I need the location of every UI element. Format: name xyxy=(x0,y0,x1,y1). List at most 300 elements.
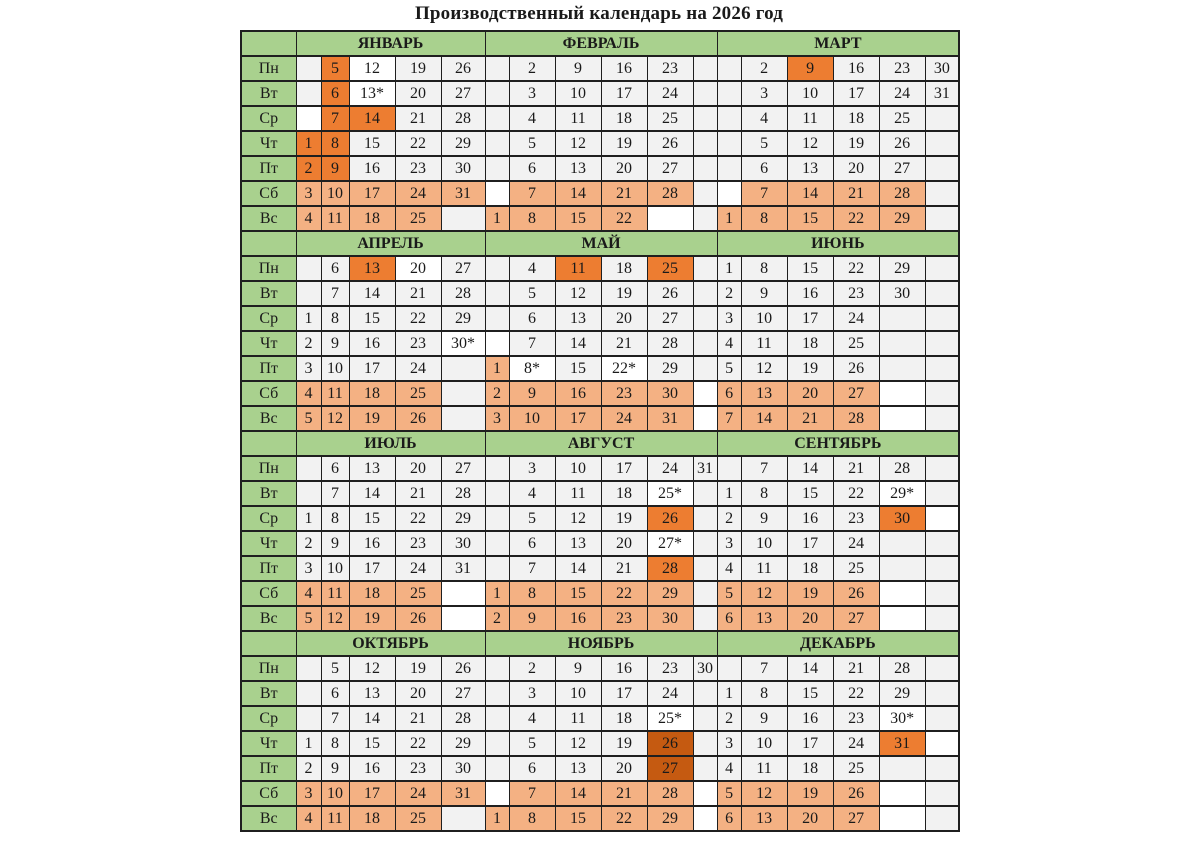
day-cell: 28 xyxy=(879,456,925,481)
day-cell: 25 xyxy=(833,556,879,581)
empty-cell xyxy=(693,381,717,406)
empty-cell xyxy=(879,331,925,356)
day-cell: 24 xyxy=(395,781,441,806)
weekday-label: Чт xyxy=(241,531,296,556)
day-cell: 17 xyxy=(601,681,647,706)
day-cell: 23 xyxy=(833,281,879,306)
empty-cell xyxy=(925,131,959,156)
day-cell: 2 xyxy=(485,606,509,631)
empty-cell xyxy=(925,731,959,756)
weekday-label: Ср xyxy=(241,306,296,331)
day-cell: 13 xyxy=(555,306,601,331)
empty-cell xyxy=(693,181,717,206)
day-cell: 9 xyxy=(321,531,349,556)
week-row xyxy=(241,331,959,356)
day-cell: 22 xyxy=(601,206,647,231)
day-cell: 24 xyxy=(395,356,441,381)
day-cell: 5 xyxy=(321,56,349,81)
day-cell: 25 xyxy=(647,256,693,281)
empty-cell xyxy=(693,206,717,231)
day-cell: 8 xyxy=(741,481,787,506)
weekday-label: Вт xyxy=(241,81,296,106)
day-cell: 5 xyxy=(321,656,349,681)
day-cell: 29 xyxy=(441,306,485,331)
month-header: МАЙ xyxy=(485,231,717,256)
day-cell: 25 xyxy=(395,381,441,406)
day-cell: 1 xyxy=(717,256,741,281)
empty-cell xyxy=(441,606,485,631)
day-cell: 4 xyxy=(509,481,555,506)
empty-cell xyxy=(485,556,509,581)
day-cell: 5 xyxy=(509,131,555,156)
empty-cell xyxy=(925,581,959,606)
day-cell: 4 xyxy=(296,806,321,831)
day-cell: 25 xyxy=(395,806,441,831)
day-cell: 13* xyxy=(349,81,395,106)
day-cell: 4 xyxy=(509,256,555,281)
day-cell: 6 xyxy=(509,156,555,181)
day-cell: 5 xyxy=(717,781,741,806)
weekday-label: Сб xyxy=(241,781,296,806)
week-row xyxy=(241,281,959,306)
day-cell: 26 xyxy=(647,731,693,756)
day-cell: 20 xyxy=(601,306,647,331)
day-cell: 17 xyxy=(833,81,879,106)
day-cell: 6 xyxy=(509,531,555,556)
day-cell: 6 xyxy=(321,456,349,481)
day-cell: 15 xyxy=(555,581,601,606)
empty-cell xyxy=(693,806,717,831)
empty-cell xyxy=(717,656,741,681)
day-cell: 22 xyxy=(395,506,441,531)
empty-cell xyxy=(693,356,717,381)
day-cell: 19 xyxy=(395,56,441,81)
day-cell: 21 xyxy=(395,481,441,506)
day-cell: 11 xyxy=(321,206,349,231)
day-cell: 11 xyxy=(321,806,349,831)
day-cell: 27 xyxy=(441,256,485,281)
day-cell: 6 xyxy=(321,81,349,106)
week-row xyxy=(241,56,959,81)
empty-cell xyxy=(485,731,509,756)
empty-cell xyxy=(693,56,717,81)
weekday-label: Вс xyxy=(241,406,296,431)
week-row xyxy=(241,181,959,206)
empty-cell xyxy=(485,106,509,131)
day-cell: 29 xyxy=(647,806,693,831)
week-row xyxy=(241,256,959,281)
day-cell: 30 xyxy=(879,506,925,531)
day-cell: 4 xyxy=(717,331,741,356)
day-cell: 19 xyxy=(349,606,395,631)
day-cell: 26 xyxy=(833,581,879,606)
day-cell: 1 xyxy=(717,681,741,706)
empty-cell xyxy=(485,256,509,281)
day-cell: 15 xyxy=(555,356,601,381)
empty-cell xyxy=(485,531,509,556)
weekday-label: Пн xyxy=(241,56,296,81)
empty-cell xyxy=(485,56,509,81)
day-cell: 15 xyxy=(349,131,395,156)
day-cell: 24 xyxy=(647,681,693,706)
month-header: ОКТЯБРЬ xyxy=(296,631,485,656)
day-cell: 9 xyxy=(321,756,349,781)
day-cell: 17 xyxy=(349,181,395,206)
empty-cell xyxy=(925,756,959,781)
day-cell: 7 xyxy=(321,281,349,306)
day-cell: 6 xyxy=(717,806,741,831)
day-cell: 10 xyxy=(741,531,787,556)
day-cell: 23 xyxy=(879,56,925,81)
day-cell: 2 xyxy=(717,706,741,731)
quarter-header-row xyxy=(241,31,959,56)
empty-cell xyxy=(485,681,509,706)
day-cell: 28 xyxy=(441,706,485,731)
day-cell: 19 xyxy=(395,656,441,681)
day-cell: 17 xyxy=(349,556,395,581)
day-cell: 24 xyxy=(833,531,879,556)
day-cell: 16 xyxy=(349,331,395,356)
empty-cell xyxy=(441,356,485,381)
day-cell: 10 xyxy=(787,81,833,106)
day-cell: 13 xyxy=(349,256,395,281)
empty-cell xyxy=(925,406,959,431)
day-cell: 2 xyxy=(717,506,741,531)
day-cell: 20 xyxy=(787,381,833,406)
day-cell: 14 xyxy=(349,281,395,306)
empty-cell xyxy=(693,106,717,131)
day-cell: 31 xyxy=(441,556,485,581)
day-cell: 7 xyxy=(321,481,349,506)
day-cell: 13 xyxy=(555,756,601,781)
day-cell: 27 xyxy=(441,81,485,106)
month-header: АПРЕЛЬ xyxy=(296,231,485,256)
day-cell: 30 xyxy=(925,56,959,81)
day-cell: 7 xyxy=(321,706,349,731)
day-cell: 6 xyxy=(509,306,555,331)
day-cell: 10 xyxy=(321,556,349,581)
empty-cell xyxy=(879,606,925,631)
day-cell: 12 xyxy=(741,356,787,381)
empty-cell xyxy=(485,281,509,306)
day-cell: 25* xyxy=(647,481,693,506)
day-cell: 31 xyxy=(925,81,959,106)
corner-cell xyxy=(241,31,296,56)
weekday-label: Чт xyxy=(241,131,296,156)
weekday-label: Пн xyxy=(241,456,296,481)
weekday-label: Сб xyxy=(241,381,296,406)
day-cell: 26 xyxy=(647,506,693,531)
day-cell: 29 xyxy=(879,206,925,231)
empty-cell xyxy=(879,531,925,556)
day-cell: 13 xyxy=(349,681,395,706)
day-cell: 16 xyxy=(787,506,833,531)
day-cell: 25 xyxy=(833,331,879,356)
day-cell: 14 xyxy=(555,781,601,806)
day-cell: 1 xyxy=(485,581,509,606)
day-cell: 22* xyxy=(601,356,647,381)
day-cell: 11 xyxy=(321,581,349,606)
empty-cell xyxy=(925,156,959,181)
day-cell: 3 xyxy=(296,781,321,806)
week-row xyxy=(241,481,959,506)
empty-cell xyxy=(441,581,485,606)
empty-cell xyxy=(296,281,321,306)
week-row xyxy=(241,531,959,556)
day-cell: 4 xyxy=(717,556,741,581)
day-cell: 18 xyxy=(787,756,833,781)
day-cell: 13 xyxy=(741,806,787,831)
day-cell: 10 xyxy=(321,181,349,206)
day-cell: 3 xyxy=(717,531,741,556)
empty-cell xyxy=(717,181,741,206)
day-cell: 30 xyxy=(441,756,485,781)
month-header: МАРТ xyxy=(717,31,959,56)
empty-cell xyxy=(441,806,485,831)
empty-cell xyxy=(879,381,925,406)
day-cell: 26 xyxy=(395,406,441,431)
empty-cell xyxy=(296,256,321,281)
calendar-table xyxy=(240,30,960,832)
day-cell: 14 xyxy=(349,481,395,506)
empty-cell xyxy=(485,481,509,506)
day-cell: 27 xyxy=(879,156,925,181)
weekday-label: Пт xyxy=(241,156,296,181)
week-row xyxy=(241,556,959,581)
day-cell: 31 xyxy=(441,181,485,206)
day-cell: 23 xyxy=(647,56,693,81)
day-cell: 20 xyxy=(601,156,647,181)
day-cell: 26 xyxy=(879,131,925,156)
day-cell: 1 xyxy=(296,506,321,531)
day-cell: 18 xyxy=(349,581,395,606)
day-cell: 8 xyxy=(321,506,349,531)
day-cell: 19 xyxy=(601,281,647,306)
empty-cell xyxy=(879,781,925,806)
day-cell: 20 xyxy=(601,756,647,781)
day-cell: 14 xyxy=(787,656,833,681)
empty-cell xyxy=(485,781,509,806)
day-cell: 22 xyxy=(601,806,647,831)
day-cell: 3 xyxy=(296,556,321,581)
weekday-label: Вт xyxy=(241,481,296,506)
day-cell: 21 xyxy=(601,181,647,206)
day-cell: 24 xyxy=(601,406,647,431)
day-cell: 9 xyxy=(741,706,787,731)
day-cell: 30 xyxy=(441,156,485,181)
day-cell: 11 xyxy=(321,381,349,406)
empty-cell xyxy=(485,156,509,181)
day-cell: 18 xyxy=(833,106,879,131)
empty-cell xyxy=(925,331,959,356)
empty-cell xyxy=(296,456,321,481)
empty-cell xyxy=(879,581,925,606)
day-cell: 15 xyxy=(555,206,601,231)
day-cell: 21 xyxy=(601,331,647,356)
day-cell: 3 xyxy=(741,81,787,106)
day-cell: 30 xyxy=(693,656,717,681)
day-cell: 20 xyxy=(395,81,441,106)
empty-cell xyxy=(879,556,925,581)
empty-cell xyxy=(485,331,509,356)
day-cell: 21 xyxy=(787,406,833,431)
weekday-label: Пн xyxy=(241,256,296,281)
empty-cell xyxy=(693,331,717,356)
empty-cell xyxy=(296,81,321,106)
day-cell: 2 xyxy=(296,756,321,781)
day-cell: 27 xyxy=(647,756,693,781)
empty-cell xyxy=(879,306,925,331)
day-cell: 27 xyxy=(833,606,879,631)
day-cell: 8* xyxy=(509,356,555,381)
empty-cell xyxy=(693,556,717,581)
empty-cell xyxy=(693,306,717,331)
day-cell: 12 xyxy=(741,781,787,806)
day-cell: 27 xyxy=(441,456,485,481)
week-row xyxy=(241,581,959,606)
empty-cell xyxy=(925,456,959,481)
empty-cell xyxy=(925,656,959,681)
day-cell: 11 xyxy=(741,556,787,581)
day-cell: 21 xyxy=(601,781,647,806)
day-cell: 19 xyxy=(601,731,647,756)
corner-cell xyxy=(241,431,296,456)
week-row xyxy=(241,356,959,381)
empty-cell xyxy=(925,481,959,506)
day-cell: 9 xyxy=(509,606,555,631)
day-cell: 29 xyxy=(879,681,925,706)
day-cell: 21 xyxy=(833,656,879,681)
day-cell: 17 xyxy=(349,781,395,806)
empty-cell xyxy=(693,706,717,731)
weekday-label: Пт xyxy=(241,356,296,381)
day-cell: 16 xyxy=(833,56,879,81)
day-cell: 10 xyxy=(741,731,787,756)
day-cell: 25 xyxy=(647,106,693,131)
day-cell: 12 xyxy=(555,731,601,756)
day-cell: 28 xyxy=(879,656,925,681)
day-cell: 14 xyxy=(741,406,787,431)
day-cell: 20 xyxy=(601,531,647,556)
day-cell: 8 xyxy=(741,256,787,281)
empty-cell xyxy=(925,181,959,206)
week-row xyxy=(241,306,959,331)
day-cell: 13 xyxy=(741,381,787,406)
day-cell: 4 xyxy=(509,706,555,731)
day-cell: 24 xyxy=(395,556,441,581)
empty-cell xyxy=(717,81,741,106)
week-row xyxy=(241,656,959,681)
weekday-label: Пн xyxy=(241,656,296,681)
day-cell: 12 xyxy=(555,506,601,531)
day-cell: 7 xyxy=(509,556,555,581)
day-cell: 13 xyxy=(741,606,787,631)
day-cell: 21 xyxy=(833,181,879,206)
day-cell: 3 xyxy=(509,456,555,481)
day-cell: 19 xyxy=(787,581,833,606)
day-cell: 31 xyxy=(879,731,925,756)
weekday-label: Вт xyxy=(241,281,296,306)
day-cell: 18 xyxy=(601,481,647,506)
week-row xyxy=(241,106,959,131)
day-cell: 7 xyxy=(741,656,787,681)
week-row xyxy=(241,806,959,831)
day-cell: 1 xyxy=(296,306,321,331)
day-cell: 6 xyxy=(741,156,787,181)
day-cell: 8 xyxy=(741,681,787,706)
day-cell: 23 xyxy=(395,156,441,181)
empty-cell xyxy=(485,81,509,106)
week-row xyxy=(241,456,959,481)
month-header: НОЯБРЬ xyxy=(485,631,717,656)
day-cell: 29 xyxy=(647,581,693,606)
empty-cell xyxy=(925,806,959,831)
day-cell: 17 xyxy=(349,356,395,381)
day-cell: 16 xyxy=(601,656,647,681)
empty-cell xyxy=(485,456,509,481)
day-cell: 25 xyxy=(879,106,925,131)
empty-cell xyxy=(925,106,959,131)
empty-cell xyxy=(485,131,509,156)
day-cell: 23 xyxy=(647,656,693,681)
empty-cell xyxy=(693,256,717,281)
day-cell: 14 xyxy=(555,331,601,356)
day-cell: 23 xyxy=(833,506,879,531)
day-cell: 21 xyxy=(833,456,879,481)
day-cell: 8 xyxy=(509,206,555,231)
day-cell: 28 xyxy=(647,556,693,581)
day-cell: 25 xyxy=(395,581,441,606)
week-row xyxy=(241,131,959,156)
empty-cell xyxy=(296,706,321,731)
empty-cell xyxy=(693,481,717,506)
day-cell: 27* xyxy=(647,531,693,556)
day-cell: 26 xyxy=(441,656,485,681)
day-cell: 7 xyxy=(717,406,741,431)
day-cell: 24 xyxy=(647,456,693,481)
day-cell: 31 xyxy=(647,406,693,431)
day-cell: 19 xyxy=(601,131,647,156)
day-cell: 12 xyxy=(787,131,833,156)
day-cell: 12 xyxy=(321,406,349,431)
day-cell: 1 xyxy=(485,356,509,381)
day-cell: 28 xyxy=(879,181,925,206)
day-cell: 4 xyxy=(296,206,321,231)
weekday-label: Сб xyxy=(241,581,296,606)
day-cell: 23 xyxy=(601,606,647,631)
empty-cell xyxy=(925,356,959,381)
day-cell: 16 xyxy=(555,606,601,631)
day-cell: 4 xyxy=(296,381,321,406)
day-cell: 6 xyxy=(509,756,555,781)
day-cell: 20 xyxy=(395,681,441,706)
empty-cell xyxy=(693,581,717,606)
day-cell: 9 xyxy=(787,56,833,81)
day-cell: 17 xyxy=(601,456,647,481)
weekday-label: Пт xyxy=(241,556,296,581)
day-cell: 14 xyxy=(349,706,395,731)
month-header: ДЕКАБРЬ xyxy=(717,631,959,656)
day-cell: 5 xyxy=(509,281,555,306)
day-cell: 21 xyxy=(395,706,441,731)
day-cell: 23 xyxy=(601,381,647,406)
day-cell: 12 xyxy=(321,606,349,631)
day-cell: 22 xyxy=(833,256,879,281)
day-cell: 9 xyxy=(741,506,787,531)
day-cell: 20 xyxy=(833,156,879,181)
day-cell: 8 xyxy=(321,306,349,331)
empty-cell xyxy=(717,456,741,481)
